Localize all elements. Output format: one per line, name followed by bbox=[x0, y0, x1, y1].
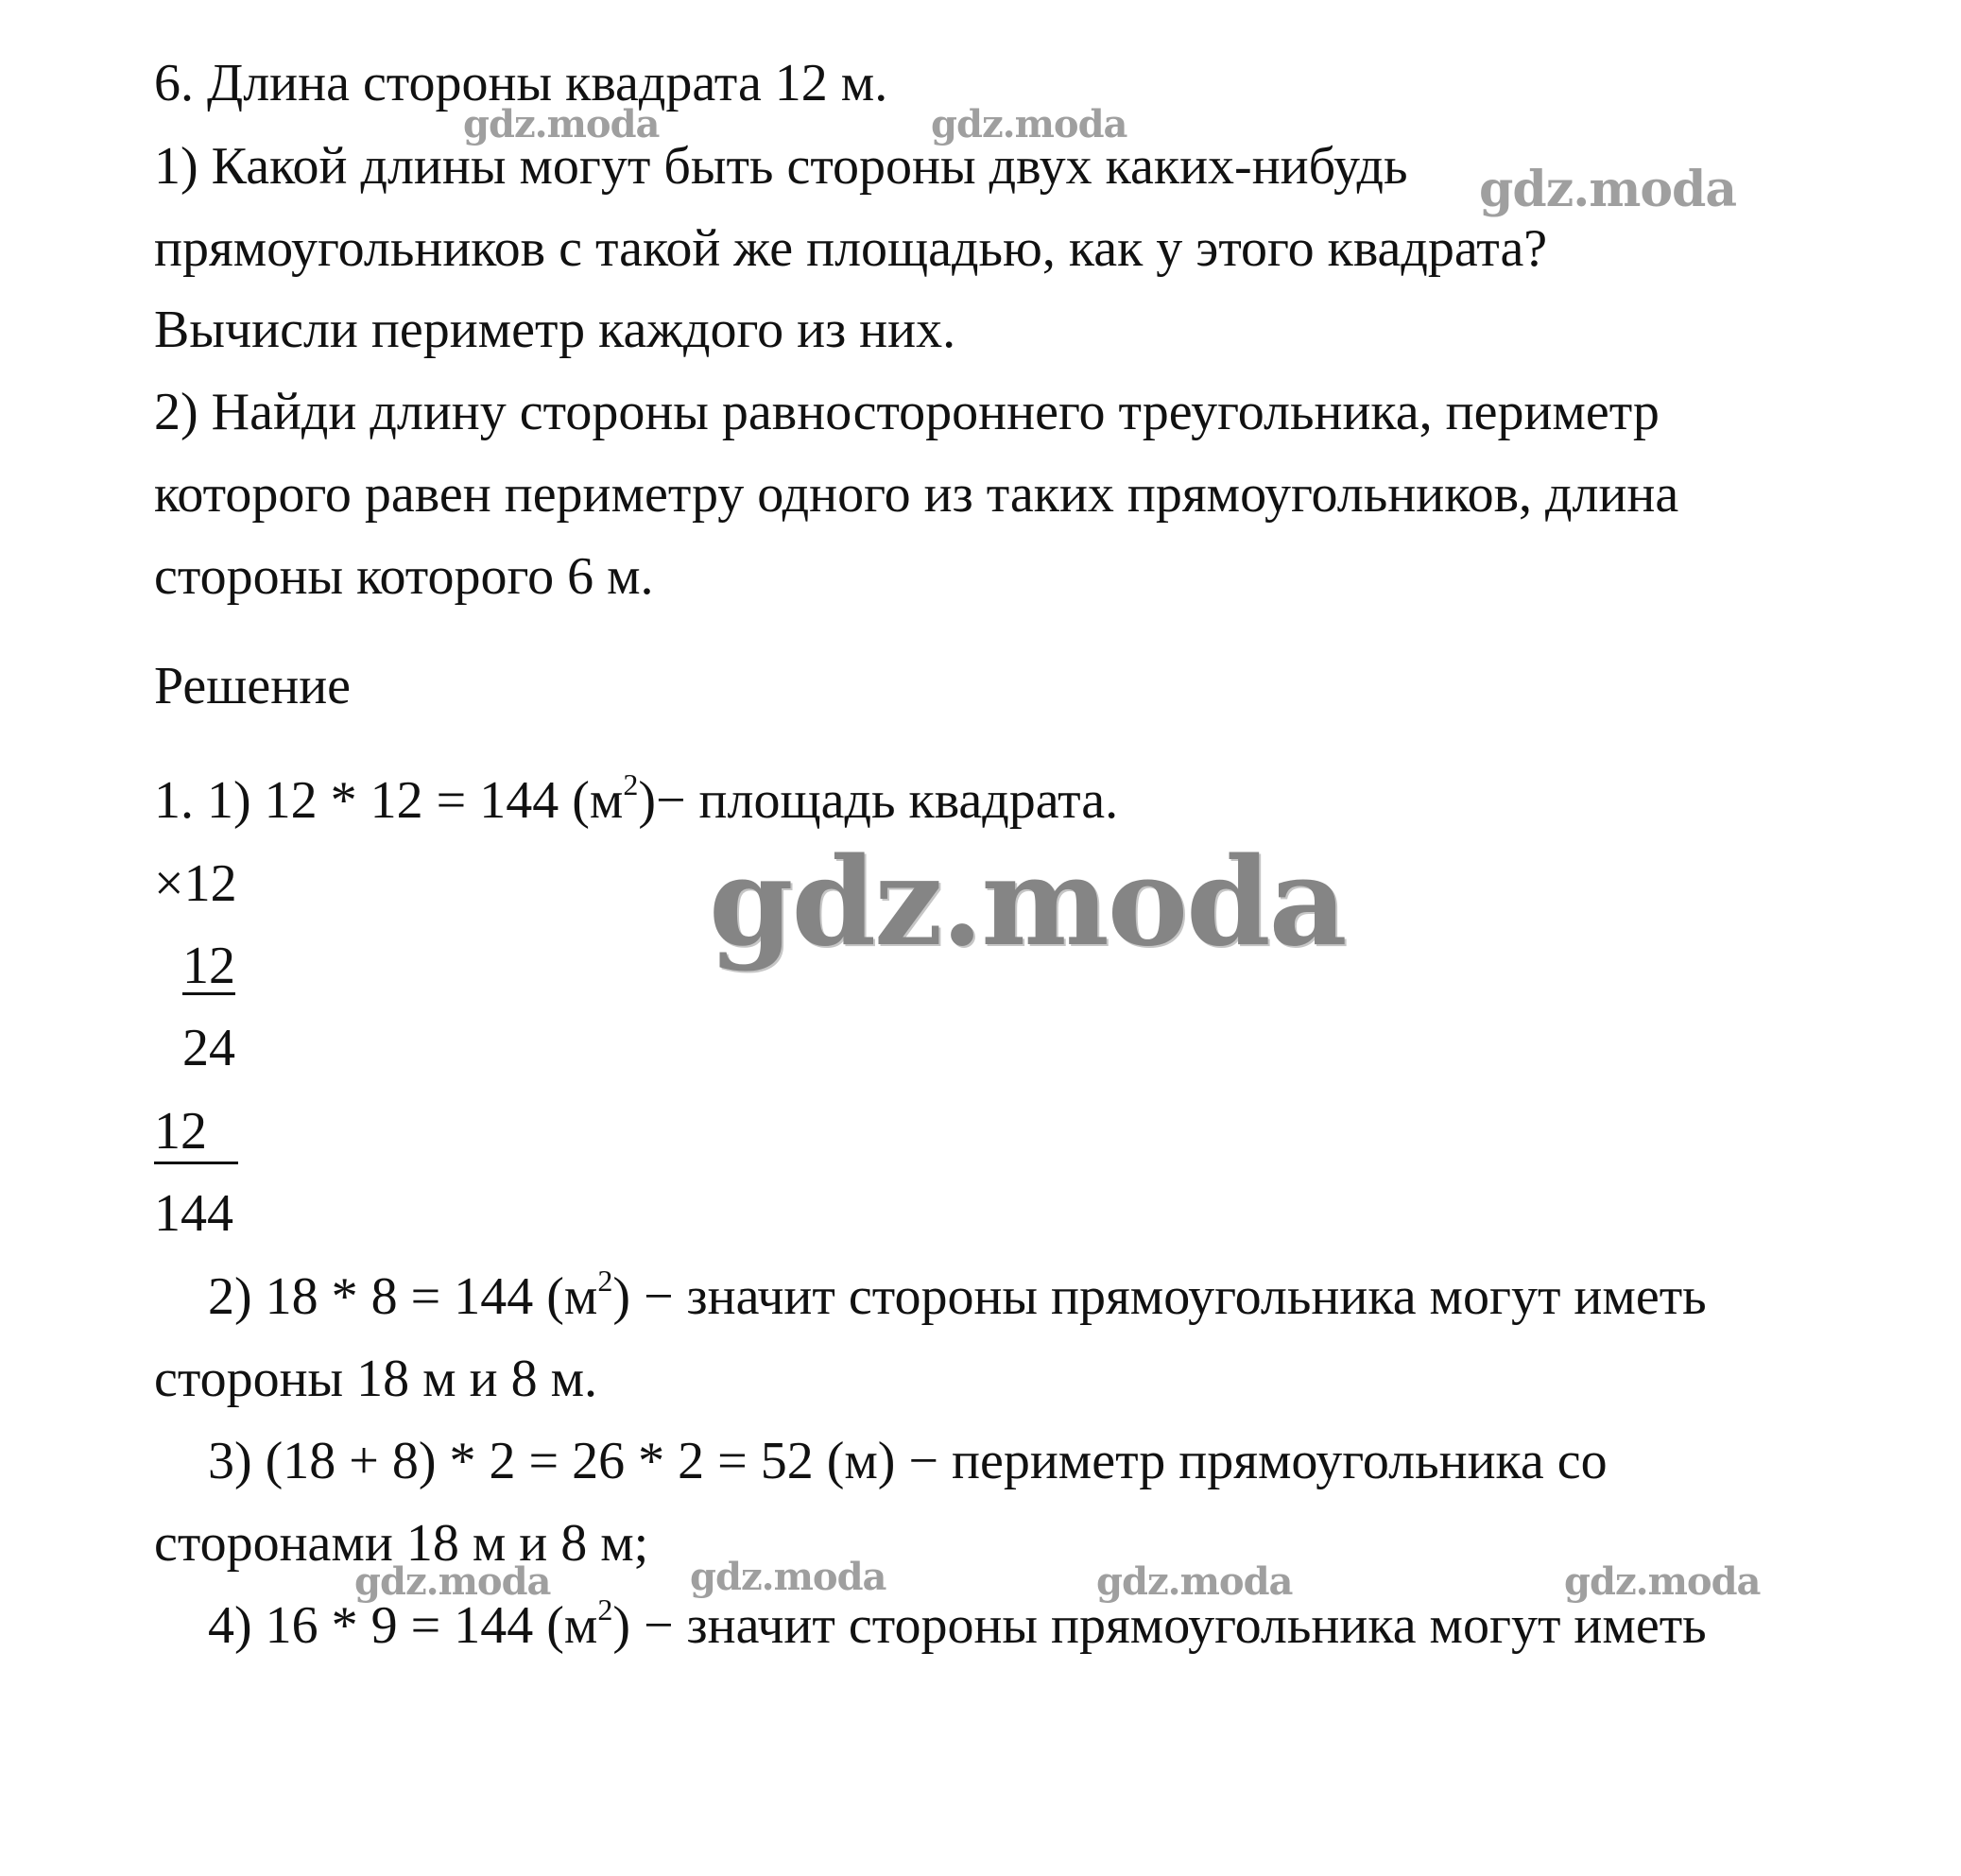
column-row-3: 24 bbox=[182, 1019, 235, 1077]
step-2-text-end: ) − значит стороны прямоугольника могут иметь bbox=[612, 1267, 1707, 1326]
task-question-2-line-3: стороны которого 6 м. bbox=[154, 547, 654, 606]
watermark: gdz.moda bbox=[463, 102, 660, 146]
watermark: gdz.moda bbox=[354, 1559, 551, 1604]
solution-step-3-line-2: сторонами 18 м и 8 м; bbox=[154, 1514, 649, 1573]
column-row-4-value: 12 bbox=[154, 1102, 207, 1161]
watermark: gdz.moda bbox=[931, 102, 1127, 146]
step-2-text: 2) 18 * 8 = 144 (м bbox=[208, 1267, 598, 1326]
solution-step-2 bbox=[208, 1266, 1707, 1327]
column-row-5: 144 bbox=[154, 1184, 233, 1243]
task-question-1-line-3: Вычисли периметр каждого из них. bbox=[154, 301, 956, 359]
task-heading: 6. Длина стороны квадрата 12 м. bbox=[154, 54, 888, 112]
task-question-2-line-1: 2) Найди длину стороны равностороннего треугольника, периметр bbox=[154, 383, 1660, 441]
step-4-text: 4) 16 * 9 = 144 (м bbox=[208, 1596, 598, 1655]
watermark: gdz.moda bbox=[1564, 1559, 1761, 1604]
watermark: gdz.moda bbox=[690, 1555, 886, 1599]
watermark: gdz.moda bbox=[1479, 161, 1737, 218]
column-row-4 bbox=[154, 1101, 207, 1162]
solution-step-4 bbox=[208, 1592, 1707, 1656]
solution-step-1 bbox=[154, 767, 1119, 831]
step-2-superscript: 2 bbox=[597, 1264, 613, 1299]
solution-step-2-line-2: стороны 18 м и 8 м. bbox=[154, 1350, 598, 1408]
solution-step-3-line-1: 3) (18 + 8) * 2 = 26 * 2 = 52 (м) − периметр прямоугольника со bbox=[208, 1432, 1608, 1490]
step-4-text-end: ) − значит стороны прямоугольника могут иметь bbox=[612, 1596, 1707, 1655]
task-question-1-line-1: 1) Какой длины могут быть стороны двух каких-нибудь bbox=[154, 137, 1408, 196]
step-1-superscript: 2 bbox=[623, 767, 639, 802]
step-4-superscript: 2 bbox=[597, 1592, 613, 1627]
solution-title: Решение bbox=[154, 657, 352, 715]
column-underline bbox=[154, 1162, 238, 1164]
step-1-text: 1. 1) 12 * 12 = 144 (м bbox=[154, 771, 624, 830]
task-question-1-line-2: прямоугольников с такой же площадью, как у этого квадрата? bbox=[154, 219, 1548, 278]
column-row-2: 12 bbox=[182, 937, 235, 995]
watermark: gdz.moda bbox=[1096, 1559, 1293, 1604]
task-question-2-line-2: которого равен периметру одного из таких прямоугольников, длина bbox=[154, 465, 1679, 524]
column-row-1: ×12 bbox=[154, 854, 237, 913]
watermark: gdz.moda bbox=[709, 832, 1346, 973]
step-1-text-end: )− площадь квадрата. bbox=[638, 771, 1119, 830]
